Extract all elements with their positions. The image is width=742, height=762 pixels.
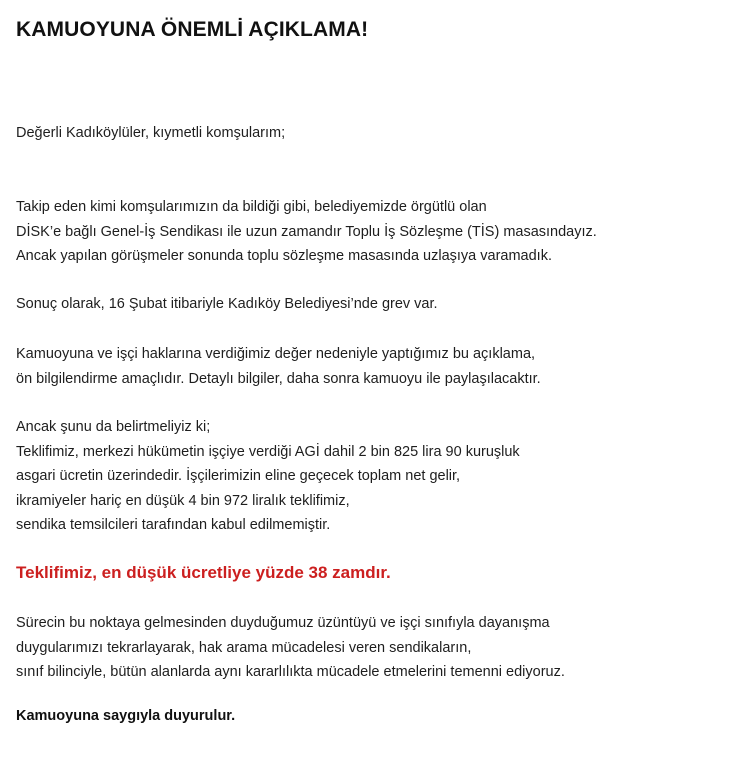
paragraph-line: Ancak yapılan görüşmeler sonunda toplu sözleşme masasında uzlaşıya varamadık. xyxy=(16,248,552,264)
paragraph-line: Kamuoyuna ve işçi haklarına verdiğimiz değer nedeniyle yaptığımız bu açıklama, xyxy=(16,346,536,362)
paragraph-line: DİSK’e bağlı Genel-İş Sendikası ile uzun zamandır Toplu İş Sözleşme (TİS) masasındayız. xyxy=(16,223,597,240)
paragraph-line: sınıf bilinciyle, bütün alanlarda aynı kararlılıkta mücadele etmelerini temenni ediyoruz. xyxy=(16,664,565,680)
greeting xyxy=(16,121,285,146)
paragraph-line: Takip eden kimi komşularımızın da bildiği gibi, belediyemizde örgütlü olan xyxy=(16,199,487,215)
paragraph-line: Sonuç olarak, 16 Şubat itibariyle Kadıköy Belediyesi’nde grev var. xyxy=(16,296,438,312)
paragraph-line: Sürecin bu noktaya gelmesinden duyduğumuz üzüntüyü ve işçi sınıfıyla dayanışma xyxy=(16,615,550,631)
paragraph-solidarity xyxy=(16,611,565,685)
paragraph-line: Teklifimiz, merkezi hükümetin işçiye verdiği AGİ dahil 2 bin 825 lira 90 kuruşluk xyxy=(16,443,520,460)
paragraph-line: Ancak şunu da belirtmeliyiz ki; xyxy=(16,419,211,435)
paragraph-line: duygularımızı tekrarlayarak, hak arama mücadelesi veren sendikaların, xyxy=(16,639,472,656)
paragraph-strike xyxy=(16,292,438,317)
paragraph-line: ikramiyeler hariç en düşük 4 bin 972 liralık teklifimiz, xyxy=(16,492,350,509)
paragraph-purpose xyxy=(16,342,541,391)
paragraph-offer xyxy=(16,415,520,538)
greeting-line: Değerli Kadıköylüler, kıymetli komşularım; xyxy=(16,125,286,141)
highlight-statement: Teklifimiz, en düşük ücretliye yüzde 38 zamdır. xyxy=(16,563,391,582)
paragraph-line: sendika temsilcileri tarafından kabul edilmemiştir. xyxy=(16,517,331,533)
paragraph-negotiations xyxy=(16,195,597,269)
paragraph-line: ön bilgilendirme amaçlıdır. Detaylı bilgiler, daha sonra kamuoyu ile paylaşılacaktır. xyxy=(16,370,541,387)
paragraph-line: asgari ücretin üzerindedir. İşçilerimizin eline geçecek toplam net gelir, xyxy=(16,468,461,484)
statement-title: KAMUOYUNA ÖNEMLİ AÇIKLAMA! xyxy=(16,18,369,41)
sign-off: Kamuoyuna saygıyla duyurulur. xyxy=(16,708,236,724)
